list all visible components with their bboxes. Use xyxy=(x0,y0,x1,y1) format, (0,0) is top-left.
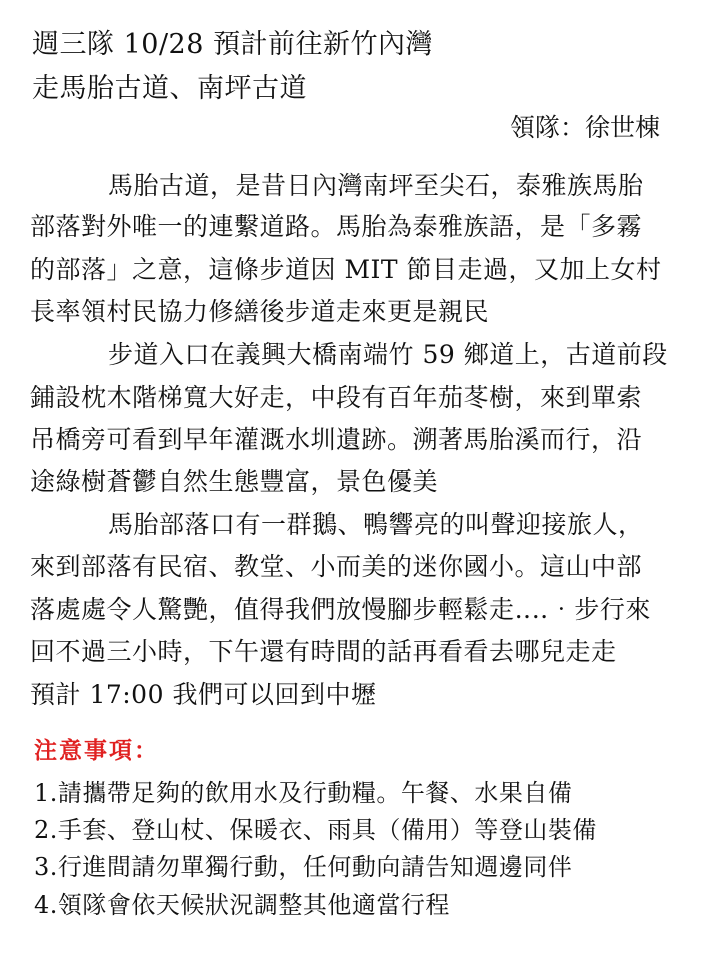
notes-heading: 注意事項： xyxy=(34,737,159,764)
note-item-2: 2.手套、登山杖、保暖衣、雨具（備用）等登山裝備 xyxy=(34,816,597,844)
paragraph-1-line-3: 的部落」之意，這條步道因 MIT 節目走過，又加上女村 xyxy=(30,255,662,284)
paragraph-3-line-3: 落處處令人驚艷，值得我們放慢腳步輕鬆走‥‥‧步行來 xyxy=(30,595,651,624)
paragraph-3-line-4: 回不過三小時，下午還有時間的話再看看去哪兒走走 xyxy=(30,637,617,666)
paragraph-1-line-2: 部落對外唯一的連繫道路。馬胎為泰雅族語，是「多霧 xyxy=(30,212,643,241)
title-line-1: 週三隊 10/28 預計前往新竹內灣 xyxy=(32,29,433,60)
note-item-3: 3.行進間請勿單獨行動，任何動向請告知週邊同伴 xyxy=(34,853,573,881)
paragraph-3-line-2: 來到部落有民宿、教堂、小而美的迷你國小。這山中部 xyxy=(30,552,643,581)
note-item-4: 4.領隊會依天候狀況調整其他適當行程 xyxy=(34,891,450,919)
paragraph-2-line-2: 鋪設枕木階梯寬大好走，中段有百年茄苳樹，來到單索 xyxy=(30,383,643,412)
paragraph-1-line-4: 長率領村民協力修繕後步道走來更是親民 xyxy=(30,297,490,326)
paragraph-2-line-4: 途綠樹蒼鬱自然生態豐富，景色優美 xyxy=(30,467,439,496)
leader-label: 領隊：徐世棟 xyxy=(509,113,660,142)
paragraph-2-line-3: 吊橋旁可看到早年灌溉水圳遺跡。溯著馬胎溪而行，沿 xyxy=(30,425,643,454)
paragraph-3-line-1: 馬胎部落口有一群鵝、鴨響亮的叫聲迎接旅人， xyxy=(108,510,644,539)
paragraph-1-line-1: 馬胎古道，是昔日內灣南坪至尖石，泰雅族馬胎 xyxy=(108,171,644,200)
paragraph-2-line-1: 步道入口在義興大橋南端竹 59 鄉道上，古道前段 xyxy=(108,340,668,369)
title-line-2: 走馬胎古道、南坪古道 xyxy=(32,73,307,104)
paragraph-3-line-5: 預計 17:00 我們可以回到中壢 xyxy=(30,680,377,709)
note-item-1: 1.請攜帶足夠的飲用水及行動糧。午餐、水果自備 xyxy=(34,779,573,807)
